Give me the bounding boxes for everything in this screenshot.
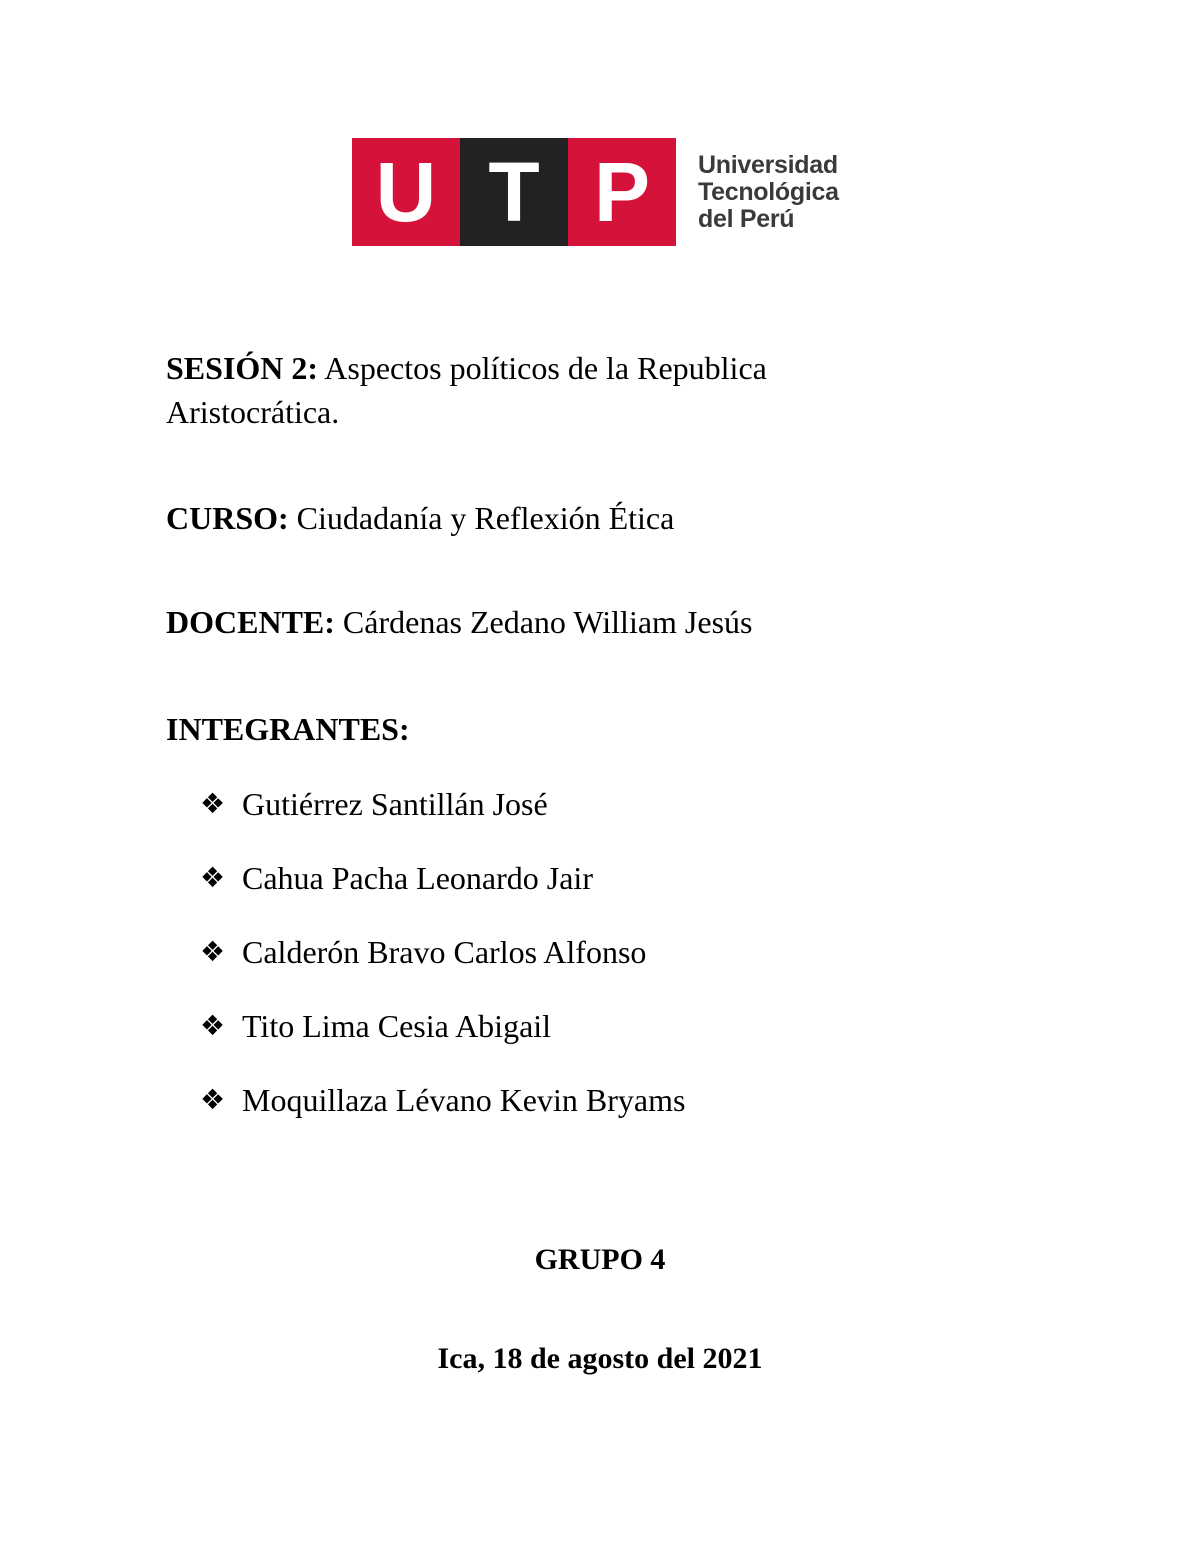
- teacher-label: DOCENTE:: [166, 604, 335, 640]
- list-item: [200, 856, 685, 930]
- course-label: CURSO:: [166, 500, 289, 536]
- utp-logo: [352, 138, 852, 246]
- member-name: Cahua Pacha Leonardo Jair: [242, 860, 593, 896]
- members-label: INTEGRANTES:: [166, 711, 410, 747]
- member-name: Tito Lima Cesia Abigail: [242, 1008, 552, 1044]
- member-name: Gutiérrez Santillán José: [242, 786, 548, 822]
- session-title-line2: Aristocrática.: [166, 394, 340, 430]
- member-name: Moquillaza Lévano Kevin Bryams: [242, 1082, 686, 1118]
- diamond-bullet-icon: ❖: [200, 861, 226, 894]
- teacher-value: Cárdenas Zedano William Jesús: [334, 604, 753, 640]
- course-field: [166, 496, 674, 540]
- list-item: [200, 930, 685, 1004]
- teacher-field: [166, 600, 752, 644]
- course-value: Ciudadanía y Reflexión Ética: [288, 500, 675, 536]
- logo-text-line: Tecnológica: [698, 178, 839, 206]
- members-heading: [166, 707, 410, 751]
- list-item: [200, 1004, 685, 1078]
- session-title-line1: Aspectos políticos de la Republica: [318, 350, 767, 386]
- logo-letter-u: U: [352, 138, 460, 246]
- logo-text-line: Universidad: [698, 151, 838, 179]
- list-item: [200, 782, 685, 856]
- diamond-bullet-icon: ❖: [200, 1009, 226, 1042]
- session-label: SESIÓN 2:: [166, 350, 319, 386]
- logo-letter-t: T: [460, 138, 568, 246]
- diamond-bullet-icon: ❖: [200, 787, 226, 820]
- logo-letter-p: P: [568, 138, 676, 246]
- logo-text-line: del Perú: [698, 205, 795, 233]
- members-list: [200, 782, 685, 1152]
- logo-university-name: [698, 152, 839, 233]
- diamond-bullet-icon: ❖: [200, 1083, 226, 1116]
- list-item: [200, 1078, 685, 1152]
- date-line: Ica, 18 de agosto del 2021: [437, 1342, 763, 1375]
- diamond-bullet-icon: ❖: [200, 935, 226, 968]
- member-name: Calderón Bravo Carlos Alfonso: [242, 934, 647, 970]
- session-field: [166, 346, 767, 434]
- group-label: GRUPO 4: [534, 1243, 666, 1276]
